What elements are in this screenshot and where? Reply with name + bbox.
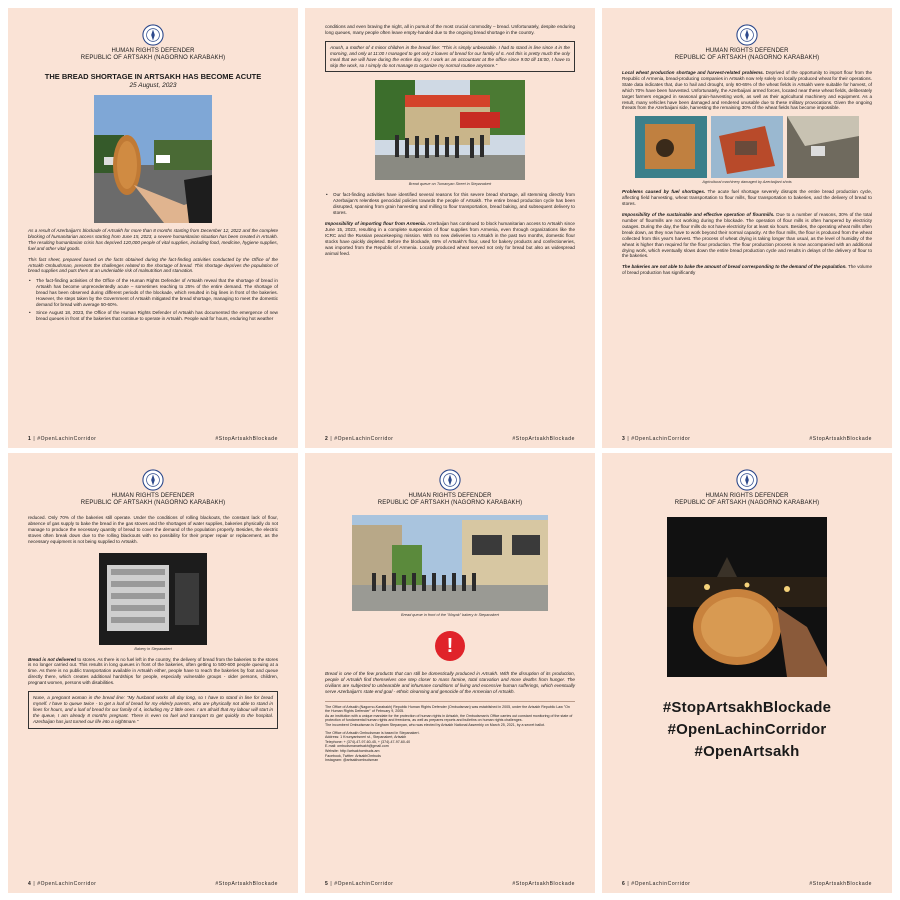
page-footer: 4 | #OpenLachinCorridor #StopArtsakhBlockade [28, 881, 278, 887]
org-header: HUMAN RIGHTS DEFENDER REPUBLIC OF ARTSAKH (NAGORNO KARABAKH) [377, 493, 523, 506]
org-header: HUMAN RIGHTS DEFENDER REPUBLIC OF ARTSAKH (NAGORNO KARABAKH) [80, 493, 226, 506]
contact-info: The Office of Artsakh Ombudsman is based in Stepanakert. Address: 1 Knunyantsneri st., Stepanakert, Artsakh Telephone: + (374)-47-97-60-45, + (374)-47-97-60-40 E-mail: ombudsmanartsakh@gmail.com Website: http://artsakhombuds.am Facebook, Twitter: ArtsakhOmbuds Instagram: @artsakhombudsman [325, 730, 420, 763]
page-1 [8, 8, 298, 448]
alert-icon: ! [435, 631, 465, 661]
page-title: THE BREAD SHORTAGE IN ARTSAKH HAS BECOME ACUTE [44, 72, 262, 81]
org-header: HUMAN RIGHTS DEFENDER REPUBLIC OF ARTSAKH (NAGORNO KARABAKH) [674, 493, 820, 506]
testimony-quote: Nune, a pregnant woman in the bread line: "My husband works all day long, so I have to stand in line for bread myself. I have to queue twice - to get a loaf of bread for my elderly parents, who are physically not able to stand in lines for hours, and a loaf of bread for our family of 4, including my 2 little ones. I am afraid that my labour will start in the queue, I am already 8 months pregnant. There is even no fuel and transport to get quickly to the hospital. Azerbaijan has just turned our life into a nightmare." [28, 691, 278, 729]
delivery-paragraph: Bread is not delivered to stores. As there is no fuel left in the country, the delivery of bread from the bakeries to the stores is no longer carried out. This results in long queues in front of the bakeries, often getting to 500-600 people queuing at a time. As there is no public transportation available in Artsakh either, people have to reach the bakeries by foot and queue directly there, which creates additional hardships for people, especially vulnerable groups - older persons, children, pregnant women, persons with disabilities. [28, 656, 278, 686]
bakery-queue-photo [352, 515, 548, 611]
wheat-paragraph: Local wheat production shortage and harvest-related problems. Deprived of the opportunity to import flour from the Republic of Armenia, bread-producing companies in Artsakh now rely solely on locally produced wheat for their operations. State data indicates that, due to hail and drought, only 60-65% of the wheat fields in Artsakh were suitable for harvest, of which 70% have been harvested. Unfortunately, the Azerbaijani armed forces, located near these wheat fields, deliberately target farmers engaged in seasonal grain-harvesting work, as well as their agricultural machinery and equipment. As a result, many vehicles have been damaged and rendered unusable due to these military provocations. Given the ongoing threats from the Azerbaijani side, harvesting the remaining 30% of the wheat fields has become impossible. [622, 70, 872, 111]
bakeries-paragraph: The bakeries are not able to bake the amount of bread corresponding to the demand of the population. The volume of bread production has significantly [622, 264, 872, 276]
bakery-photo [99, 553, 207, 645]
page-footer: 6 | #OpenLachinCorridor #StopArtsakhBlockade [622, 881, 872, 887]
continued-paragraph: conditions and even braving the night, all in pursuit of the most crucial commodity – bread. Unfortunately, despite enduring long queues, many people often leave empty-handed due to the ongoing bread shortage in the country. [325, 24, 575, 35]
emblem-icon [142, 469, 164, 491]
findings-list [28, 278, 278, 321]
emblem-icon [439, 469, 461, 491]
hashtag: #StopArtsakhBlockade [662, 699, 832, 716]
hashtag: #OpenLachinCorridor [667, 721, 827, 738]
org-header: HUMAN RIGHTS DEFENDER REPUBLIC OF ARTSAKH (NAGORNO KARABAKH) [80, 48, 226, 61]
list-item: • Our fact-finding activities have identified several reasons for this severe bread shortage, all stemming directly from Azerbaijan's relentless genocidal policies towards the people of Artsakh. The entire bread production cycle has been disrupted, spanning from grain harvesting and milling to flour transportation, bread baking, and subsequent delivery to stores. [325, 192, 575, 216]
divider [325, 701, 575, 702]
import-paragraph: Impossibility of importing flour from Armenia. Azerbaijan has continued to block humanitarian access to Artsakh since June 15, 2023, resulting in a complete suspension of flour supplies from Armenia, even through organizations like the ICRC and the Russian peacekeeping mission. With no new deliveries to Artsakh in the past two months, domestic flour stocks have quickly depleted. Before the blockade, 65% of Artsakh's flour, used for bakery products and confectioneries, was imported from the Republic of Armenia. Locally produced wheat served not only for bread but also as widespread animal feed. [325, 221, 575, 256]
testimony-quote: Anush, a mother of 4 minor children in the bread line: "This is simply unbearable. I had to stand in line since 4 in the morning, and only at 11:00 I managed to get only 2 loaves of bread for our family of 6. And this is pretty much the only meal that we will have during the entire day. As I work as an accountant at the office since 9:00 till 18:00, I have to skip the work, so I simply do not manage to organize my normal routine anymore." [325, 41, 575, 73]
hashtag: #OpenArtsakh [694, 743, 800, 760]
page-footer: 1 | #OpenLachinCorridor #StopArtsakhBlockade [28, 436, 278, 442]
about-office-note: The Office of Artsakh (Nagorno-Karabakh) Republic Human Rights Defender (Ombudsman) was established in 2005, under the Artsakh Republic Law "On the Human Rights Defender" of February 9, 2005. As an institution with a unique mandate for the protection of human rights in Artsakh, the Ombudsman's Office carries out constant monitoring of the state of protection of fundamental human rights and freedoms, as well as prepares reports and bulletins on human rights challenges. The incumbent Ombudsman is Gegham Stepanyan, who was elected by Artsakh National Assembly on March 25, 2021, by a secret ballot. [325, 704, 573, 727]
intro-paragraph: As a result of Azerbaijan's blockade of Artsakh for more than 8 months starting from December 12, 2022 and the complete blocking of humanitarian access starting from June 15, 2023, a severe humanitarian situation has been created in Artsakh. The resulting humanitarian crisis has deprived 120,000 people of vital supplies, including food, medicine, hygiene supplies, fuel and other vital goods. [28, 228, 278, 251]
page-2 [305, 8, 595, 448]
hashtags [622, 697, 872, 763]
page-4 [8, 453, 298, 893]
reasons-list [325, 192, 575, 216]
page-footer: 2 | #OpenLachinCorridor #StopArtsakhBlockade [325, 436, 575, 442]
flourmills-paragraph: Impossibility of the sustainable and effective operation of flourmills. Due to a number of reasons, 30% of the total number of flourmills are not working during the blockade. The operation of flour mills is often hampered by electricity outages. During the day, the flour mills do not have electricity for at least six hours. Besides, the operating wheat mills often break down, as they now have to work beyond their normal capacity. At the flour mills, the flour is produced from the wheat collected from this year's harvest. The process of wheat drying is taking longer than usual, as the level of humidity of the wheat is higher than required for the flour production. The flour production process is now accompanied with an additional drying work, which eventually slows down the entire bread production cycle and results in delays of the delivery of flour to the bakeries. [622, 212, 872, 259]
damaged-machinery-photos [635, 116, 859, 178]
org-header: HUMAN RIGHTS DEFENDER REPUBLIC OF ARTSAKH (NAGORNO KARABAKH) [674, 48, 820, 61]
photo-caption: Agricultural machinery damaged by Azerbaijani shots [702, 180, 792, 185]
conclusion-paragraph: Bread is one of the few products that can still be domestically produced in Artsakh. With the disruption of its production, people of Artsakh find themselves one step closer to mass famine, total starvation and more deaths from hunger. The civilians are subjected to unbearable and inhumane conditions of living and excessive human sufferings, which eventually serve Azerbaijan's state end goal - ethnic cleansing and genocide of the Armenian of Artsakh. [325, 671, 575, 694]
factsheet-paragraph: This fact sheet, prepared based on the facts obtained during the fact-finding activities conducted by the Office of the Artsakh Ombudsman, presents the challenges related to the shortage of bread. This shortage deprives the population of bread supplies and puts them at an undeniable risk of malnutrition and starvation. [28, 256, 278, 274]
page-5 [305, 453, 595, 893]
list-item: • The fact-finding activities of the Office of the Human Rights Defender of Artsakh reveal that the shortage of bread in Artsakh has become unprecedentedly acute – sometimes reaching to 25% of the entire demand. The shortage of bread has been observed during different periods of the blockade, which resulted in big lines in front of the bakeries. However, the steps taken by the Government of Artsakh mitigated the bread shortage, managing to meet the domestic demand for bread with average 50-60%. [28, 278, 278, 308]
page-footer: 5 | #OpenLachinCorridor #StopArtsakhBlockade [325, 881, 575, 887]
photo-caption: Bread queue in front of the "Mayak" bakery in Stepanakert [401, 613, 499, 617]
fuel-paragraph: Problems caused by fuel shortages. The acute fuel shortage severely disrupts the entire bread production cycle, affecting field harvesting, wheat transportation to flour mills, flour transportation to bakeries, and the delivery of bread to stores. [622, 189, 872, 207]
page-footer: 3 | #OpenLachinCorridor #StopArtsakhBlockade [622, 436, 872, 442]
emblem-icon [736, 469, 758, 491]
page-3 [602, 8, 892, 448]
page-6 [602, 453, 892, 893]
bread-queue-photo [375, 80, 525, 180]
photo-caption: Bakery in Stepanakert [134, 646, 172, 651]
bread-photo [94, 95, 212, 223]
photo-caption: Bread queue on Tumanyan Street in Stepanakert [408, 182, 492, 187]
emblem-icon [736, 24, 758, 46]
continued-paragraph: reduced. Only 70% of the bakeries still operate. Under the conditions of rolling blackouts, the constant lack of flour, absence of gas supply to bake the bread in the gas stoves and the shortages of water supplies, bakeries physically do not manage to produce the necessary quantity of bread to cover the demand of the population properly. Besides, the electric stoves often break down due to the rolling blackouts with no possibility for their proper repair or replacement, as the necessary equipment is not being supplied to Artsakh. [28, 515, 278, 544]
list-item: • Since August 18, 2023, the Office of the Human Rights Defender of Artsakh has documented the emergence of new bread queues in front of the bakeries that continue to operate in Artsakh. People wait for hours, enduring hot weather [28, 310, 278, 322]
page-date: 25 August, 2023 [129, 82, 177, 89]
emblem-icon [142, 24, 164, 46]
bread-night-photo [667, 517, 827, 677]
